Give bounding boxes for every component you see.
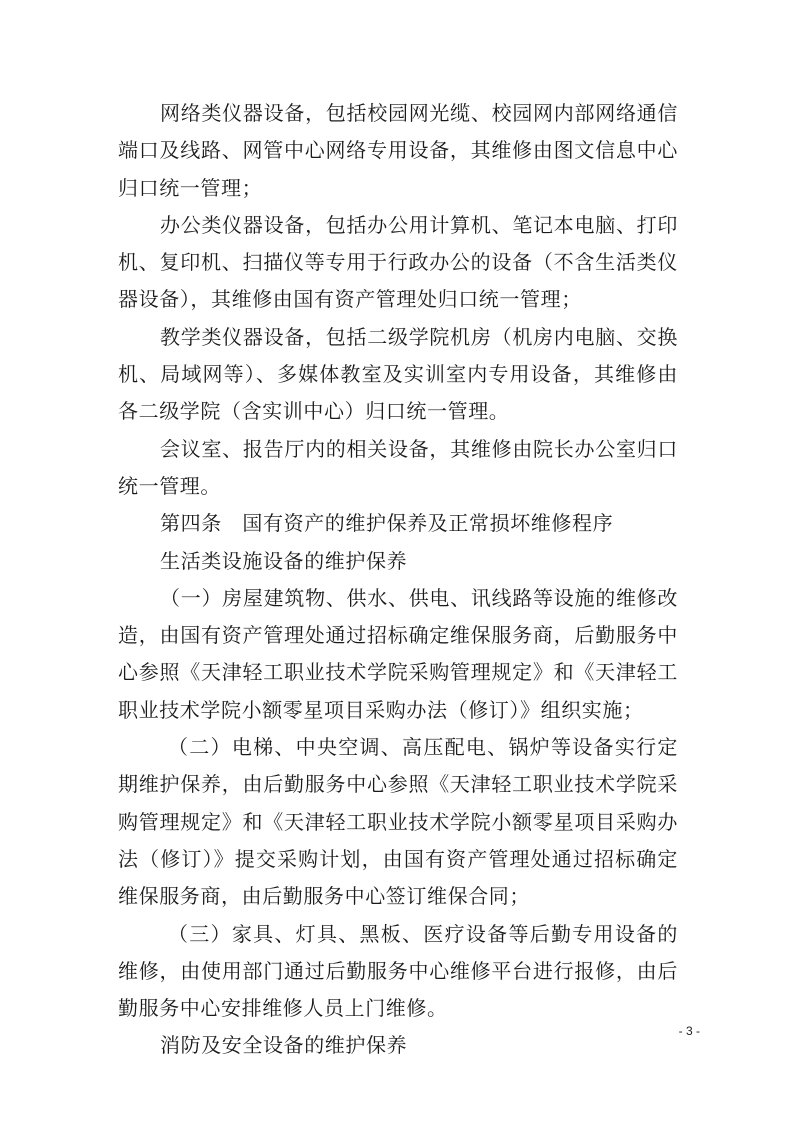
paragraph-item-three: （三）家具、灯具、黑板、医疗设备等后勤专用设备的维修，由使用部门通过后勤服务中心维修平台进行报修，由后勤服务中心安排维修人员上门维修。 [118,921,678,1021]
paragraph-office-equipment: 办公类仪器设备，包括办公用计算机、笔记本电脑、打印机、复印机、扫描仪等专用于行政办公的设备（不含生活类仪器设备），其维修由国有资产管理处归口统一管理； [118,212,678,312]
section-heading-fire-safety: 消防及安全设备的维护保养 [160,1033,408,1058]
paragraph-teaching-equipment: 教学类仪器设备，包括二级学院机房（机房内电脑、交换机、局域网等）、多媒体教室及实训室内专用设备，其维修由各二级学院（含实训中心）归口统一管理。 [118,324,678,424]
paragraph-item-two: （二）电梯、中央空调、高压配电、锅炉等设备实行定期维护保养，由后勤服务中心参照《天津轻工职业技术学院采购管理规定》和《天津轻工职业技术学院小额零星项目采购办法（修订）》提交采购计划，由国有资产管理处通过招标确定维保服务商，由后勤服务中心签订维保合同； [118,735,678,909]
paragraph-item-one: （一）房屋建筑物、供水、供电、讯线路等设施的维修改造，由国有资产管理处通过招标确定维保服务商，后勤服务中心参照《天津轻工职业技术学院采购管理规定》和《天津轻工职业技术学院小额零星项目采购办法（修订）》组织实施； [118,585,678,722]
article-heading: 第四条 国有资产的维护保养及正常损坏维修程序 [160,511,614,536]
document-body [118,95,678,1065]
section-heading-living-facilities: 生活类设施设备的维护保养 [160,548,408,573]
paragraph-network-equipment: 网络类仪器设备，包括校园网光缆、校园网内部网络通信端口及线路、网管中心网络专用设备，其维修由图文信息中心归口统一管理； [118,101,678,200]
paragraph-meeting-equipment: 会议室、报告厅内的相关设备，其维修由院长办公室归口统一管理。 [118,436,678,498]
page-number: - 3 - [678,1024,700,1038]
